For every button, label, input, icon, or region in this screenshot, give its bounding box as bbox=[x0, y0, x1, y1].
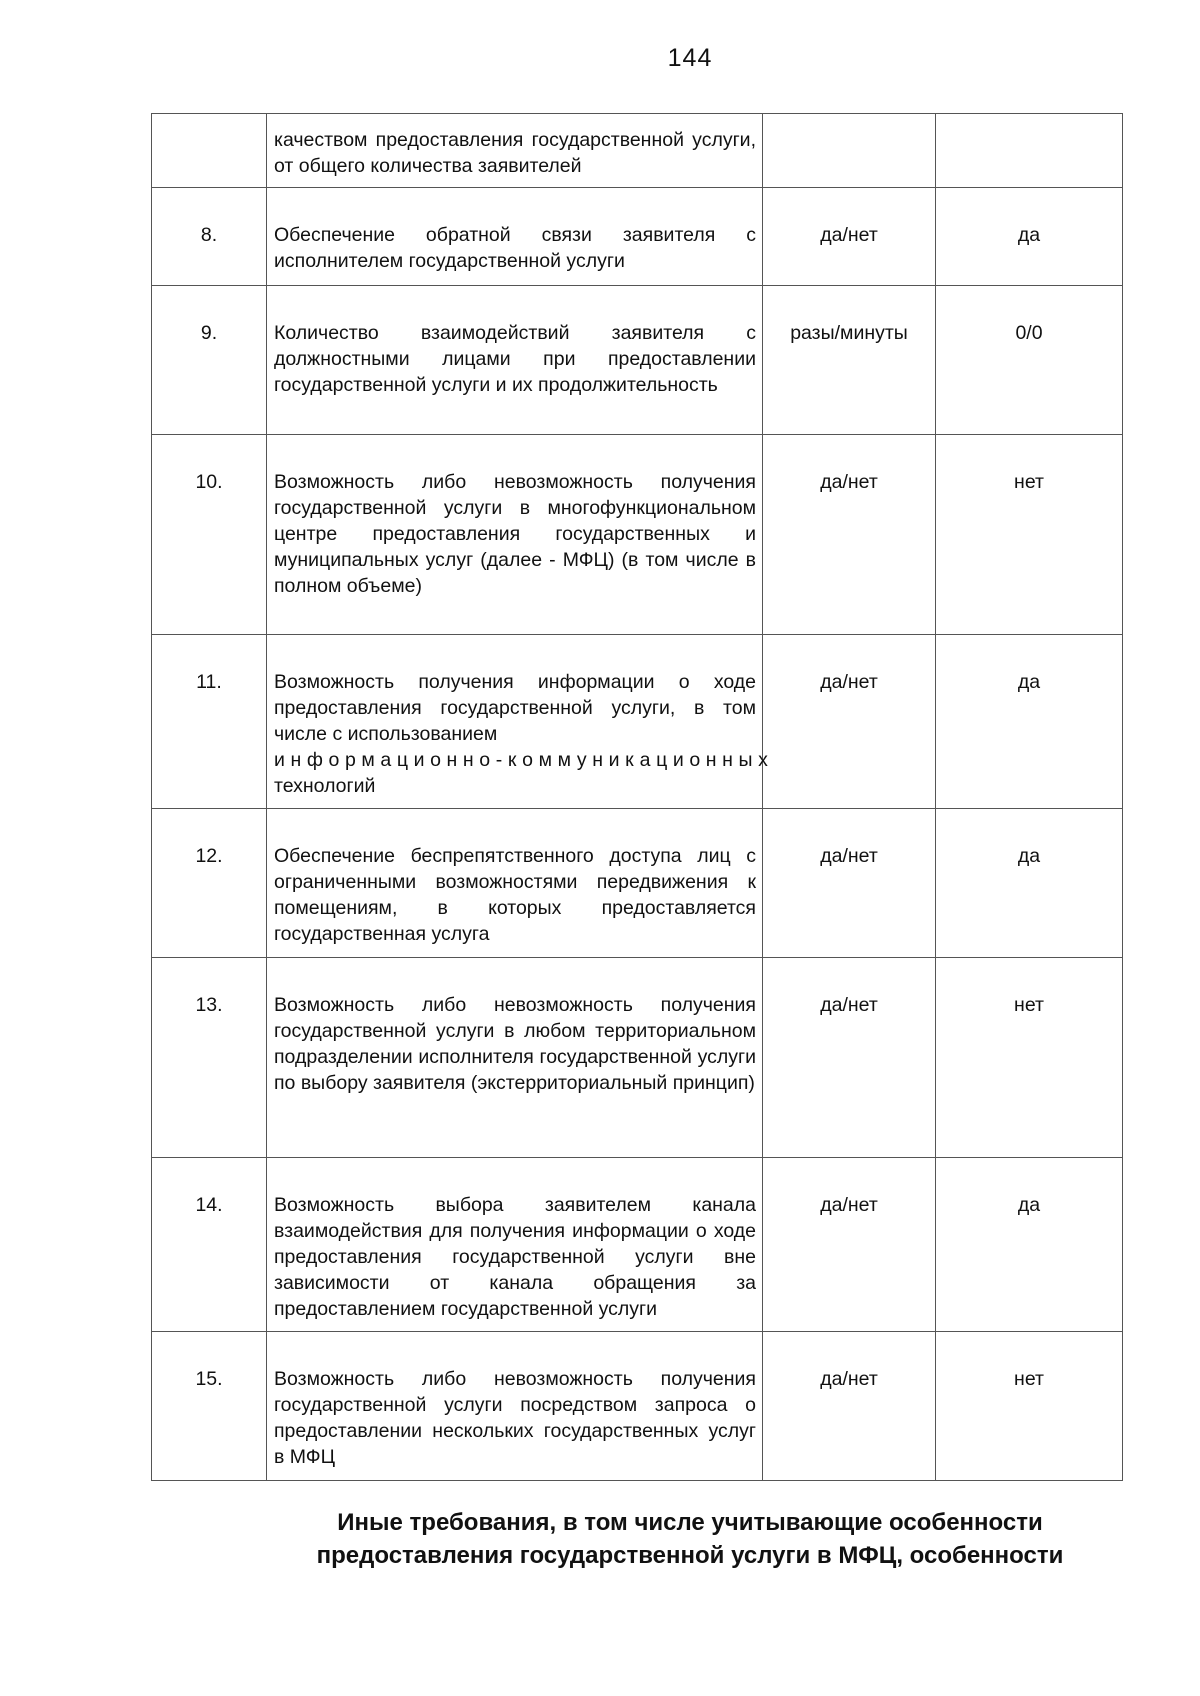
unit: да/нет bbox=[820, 1194, 878, 1216]
value: нет bbox=[1014, 471, 1044, 493]
unit-cell bbox=[763, 1332, 936, 1481]
unit-cell bbox=[763, 286, 936, 435]
row-number-cell bbox=[152, 188, 267, 286]
value-cell bbox=[936, 286, 1123, 435]
row-number: 8. bbox=[200, 224, 218, 246]
indicator-name-cell bbox=[267, 188, 763, 286]
indicator-name-cell bbox=[267, 635, 774, 809]
row-number-cell bbox=[152, 286, 267, 435]
row-number-cell bbox=[152, 435, 267, 635]
table-row bbox=[152, 958, 1123, 1158]
table-row bbox=[152, 1332, 1123, 1481]
table-row bbox=[152, 114, 1123, 188]
table-row bbox=[152, 188, 1123, 286]
value: да bbox=[1017, 224, 1041, 246]
indicator-name bbox=[267, 635, 774, 805]
section-heading-line: предоставления государственной услуги в МФЦ, особенности bbox=[316, 1542, 1064, 1569]
unit-cell bbox=[763, 114, 936, 188]
row-number-cell bbox=[152, 958, 267, 1158]
table-row bbox=[152, 286, 1123, 435]
unit: разы/минуты bbox=[790, 322, 908, 344]
value-cell bbox=[936, 1158, 1123, 1332]
row-number: 13. bbox=[195, 994, 223, 1016]
row-number bbox=[152, 114, 266, 148]
indicator-name-cell bbox=[267, 114, 763, 188]
page-number: 144 bbox=[667, 44, 713, 72]
unit: да/нет bbox=[820, 845, 878, 867]
table-row bbox=[152, 635, 1123, 809]
indicator-name-cell bbox=[267, 435, 763, 635]
indicator-name-part: Возможность получения информации о ходе предоставления государственной услуги, в том числе с использованием bbox=[274, 671, 756, 745]
value-cell bbox=[936, 435, 1123, 635]
unit: да/нет bbox=[820, 224, 878, 246]
indicator-name: Возможность выбора заявителем канала взаимодействия для получения информации о ходе предоставления государственной услуги вне зависимости от канала обращения за предоставлением государственной услуги bbox=[274, 1194, 756, 1320]
value: да bbox=[1017, 1194, 1041, 1216]
indicator-name-spaced: информационно-коммуникационных bbox=[274, 749, 774, 771]
row-number: 12. bbox=[195, 845, 223, 867]
unit-cell bbox=[763, 188, 936, 286]
unit: да/нет bbox=[820, 994, 878, 1016]
value-cell bbox=[936, 958, 1123, 1158]
section-heading bbox=[0, 1506, 1200, 1572]
indicator-name: Возможность либо невозможность получения государственной услуги в многофункциональном центре предоставления государственных и муниципальных услуг (далее - МФЦ) (в том числе в полном объеме) bbox=[274, 471, 756, 597]
indicator-name-part: технологий bbox=[274, 775, 376, 797]
value: да bbox=[1017, 845, 1041, 867]
row-number: 14. bbox=[195, 1194, 223, 1216]
value: 0/0 bbox=[1015, 322, 1043, 344]
row-number-cell bbox=[152, 1332, 267, 1481]
indicator-name: Возможность либо невозможность получения государственной услуги в любом территориальном подразделении исполнителя государственной услуги по выбору заявителя (экстерриториальный принцип) bbox=[274, 994, 756, 1094]
value bbox=[936, 114, 1122, 148]
unit: да/нет bbox=[820, 671, 878, 693]
indicator-name-cell bbox=[267, 286, 763, 435]
indicator-name-cell bbox=[267, 1158, 763, 1332]
indicator-name: Обеспечение беспрепятственного доступа лиц с ограниченными возможностями передвижения к помещениям, в которых предоставляется государственная услуга bbox=[274, 845, 756, 945]
unit-cell bbox=[763, 809, 936, 958]
indicator-name: качеством предоставления государственной услуги, от общего количества заявителей bbox=[274, 129, 756, 177]
value: нет bbox=[1014, 994, 1044, 1016]
table-row bbox=[152, 809, 1123, 958]
value-cell bbox=[936, 809, 1123, 958]
row-number-cell bbox=[152, 114, 267, 188]
indicator-name-cell bbox=[267, 1332, 763, 1481]
row-number-cell bbox=[152, 635, 267, 809]
unit-cell bbox=[763, 1158, 936, 1332]
row-number: 11. bbox=[196, 671, 222, 693]
section-heading-line: Иные требования, в том числе учитывающие особенности bbox=[337, 1509, 1043, 1536]
row-number-cell bbox=[152, 1158, 267, 1332]
unit-cell bbox=[763, 435, 936, 635]
row-number: 9. bbox=[200, 322, 218, 344]
indicators-table bbox=[151, 113, 1121, 1481]
value-cell bbox=[936, 635, 1123, 809]
row-number: 15. bbox=[195, 1368, 223, 1390]
row-number-cell bbox=[152, 809, 267, 958]
value-cell bbox=[936, 114, 1123, 188]
indicator-name-cell bbox=[267, 809, 763, 958]
indicator-name: Количество взаимодействий заявителя с должностными лицами при предоставлении государственной услуги и их продолжительность bbox=[274, 322, 756, 396]
table-row bbox=[152, 435, 1123, 635]
value: да bbox=[1017, 671, 1041, 693]
table-row bbox=[152, 1158, 1123, 1332]
indicator-name: Возможность либо невозможность получения государственной услуги посредством запроса о предоставлении нескольких государственных услуг в МФЦ bbox=[274, 1368, 756, 1468]
unit-cell bbox=[763, 958, 936, 1158]
unit-cell bbox=[763, 635, 936, 809]
indicator-name-cell bbox=[267, 958, 763, 1158]
indicator-name: Обеспечение обратной связи заявителя с исполнителем государственной услуги bbox=[274, 224, 756, 272]
unit: да/нет bbox=[820, 471, 878, 493]
unit: да/нет bbox=[820, 1368, 878, 1390]
value-cell bbox=[936, 1332, 1123, 1481]
row-number: 10. bbox=[195, 471, 223, 493]
unit bbox=[763, 114, 935, 148]
value-cell bbox=[936, 188, 1123, 286]
value: нет bbox=[1014, 1368, 1044, 1390]
